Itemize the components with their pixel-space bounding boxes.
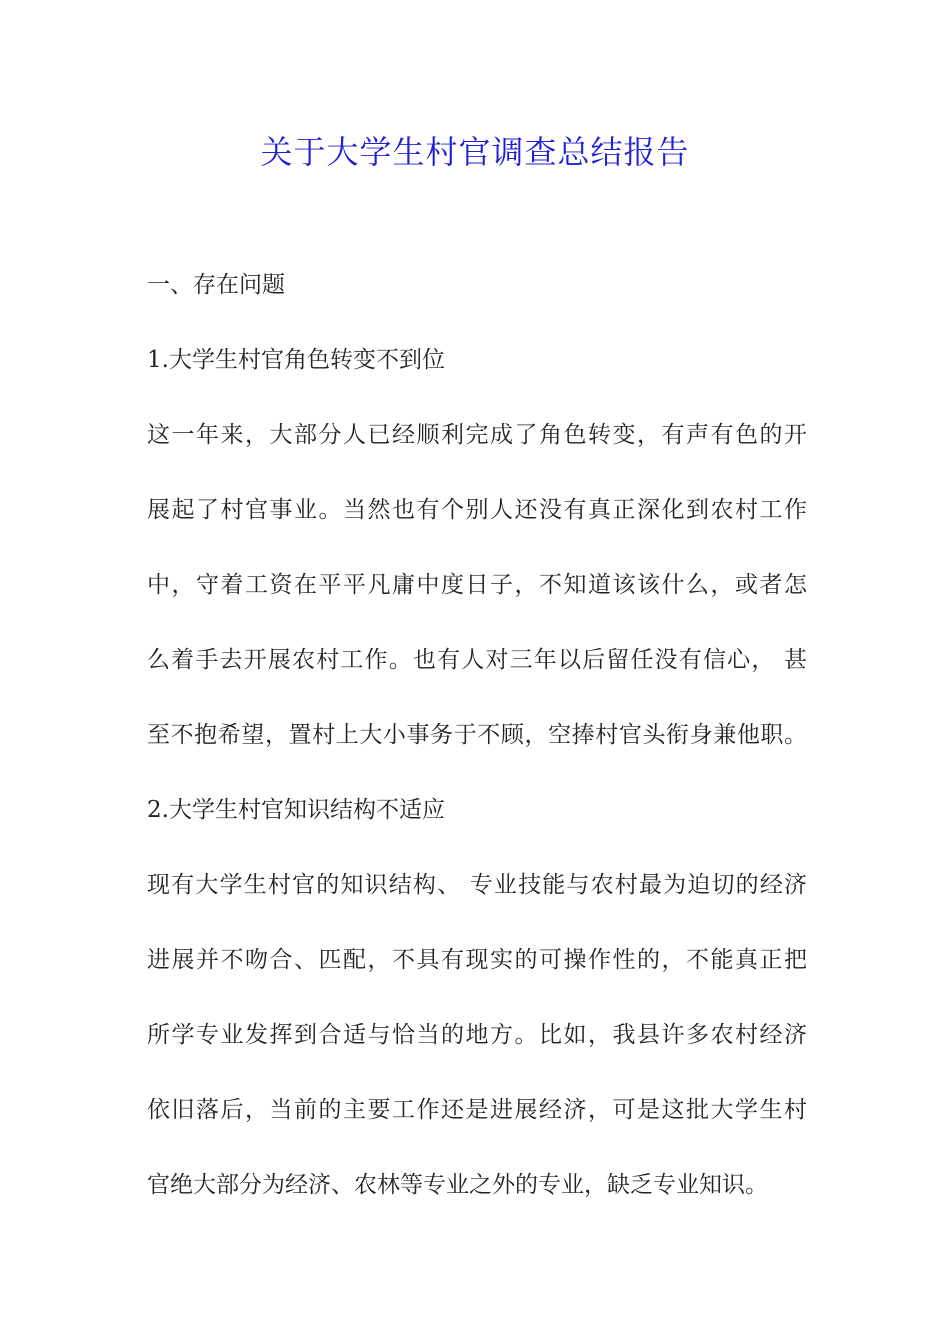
paragraph-line: 进展并不吻合、匹配，不具有现实的可操作性的，不能真正把	[147, 947, 807, 973]
document-body	[147, 261, 807, 1236]
paragraph-line: 至不抱希望，置村上大小事务于不顾，空捧村官头衔身兼他职。	[147, 722, 807, 748]
paragraph-line: 依旧落后，当前的主要工作还是进展经济，可是这批大学生村	[147, 1097, 807, 1123]
subsection-heading: 2.大学生村官知识结构不适应	[147, 797, 445, 823]
paragraph-line: 现有大学生村官的知识结构、 专业技能与农村最为迫切的经济	[147, 872, 807, 898]
paragraph-line: 所学专业发挥到合适与恰当的地方。比如，我县许多农村经济	[147, 1022, 807, 1048]
subsection-heading: 1.大学生村官角色转变不到位	[147, 347, 445, 373]
paragraph-line: 官绝大部分为经济、农林等专业之外的专业，缺乏专业知识。	[147, 1172, 768, 1198]
document-title: 关于大学生村官调查总结报告	[260, 133, 690, 171]
paragraph-line: 展起了村官事业。当然也有个别人还没有真正深化到农村工作	[147, 497, 807, 523]
section-heading: 一、存在问题	[147, 272, 285, 298]
paragraph-line: 这一年来，大部分人已经顺利完成了角色转变，有声有色的开	[147, 422, 807, 448]
paragraph-line: 中，守着工资在平平凡庸中度日子，不知道该该什么，或者怎	[147, 572, 807, 598]
paragraph-line: 么着手去开展农村工作。也有人对三年以后留任没有信心， 甚	[147, 647, 807, 673]
